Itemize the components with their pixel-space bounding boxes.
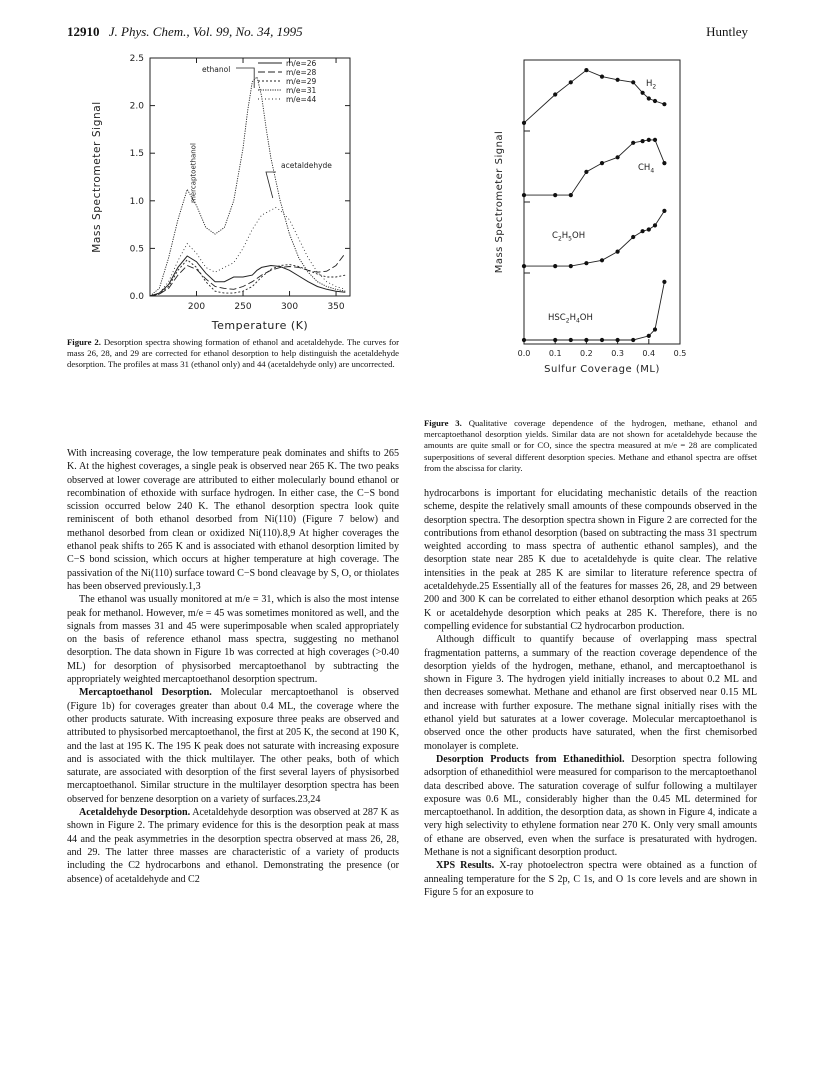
x-axis-label: Temperature (K) — [211, 319, 309, 332]
annotation-ethanol-pointer — [236, 68, 254, 88]
figure-2-caption — [67, 337, 399, 371]
data-point — [569, 193, 573, 197]
series-line-hsc2h4oh — [524, 282, 664, 340]
data-point — [553, 193, 557, 197]
data-point — [616, 250, 620, 254]
data-point — [653, 327, 657, 331]
data-point — [600, 161, 604, 165]
data-point — [662, 102, 666, 106]
running-header-author: Huntley — [706, 24, 748, 39]
paragraph — [67, 686, 399, 806]
y-tick-label: 2.5 — [129, 54, 144, 64]
series-line-m-e-26 — [150, 256, 345, 296]
figure-3-chart — [488, 52, 708, 412]
figure-3-caption-text: Qualitative coverage dependence of the hydrogen, methane, ethanol and mercaptoethanol desorption yields. Similar data are not shown for acetaldehyde because the amounts are quite small or for CO, since the spectra measured at m/e = 28 are complicated superpositions of several different desorption species. Methane and ethanol spectra are offset from the abscissa for clarity. — [424, 418, 758, 473]
x-tick-label: 300 — [280, 302, 299, 312]
figure-3-caption-label: Figure 3. — [424, 418, 462, 428]
panel-label-h2 — [646, 79, 656, 91]
data-point — [569, 80, 573, 84]
series-line-h2 — [524, 70, 664, 123]
panel-label-ch4 — [638, 163, 654, 175]
annotation-ethanol: ethanol — [202, 65, 231, 74]
data-point — [631, 80, 635, 84]
data-point — [584, 338, 588, 342]
data-point — [616, 338, 620, 342]
data-point — [584, 68, 588, 72]
series-line-m-e-44 — [150, 208, 345, 297]
data-point — [641, 139, 645, 143]
data-point — [522, 264, 526, 268]
data-point — [641, 229, 645, 233]
data-point — [600, 338, 604, 342]
section-heading: XPS Results. — [436, 860, 495, 872]
data-point — [584, 261, 588, 265]
data-point — [600, 75, 604, 79]
series-line-m-e-28 — [150, 253, 345, 296]
panel-label-part: H — [569, 313, 576, 323]
panel-label-part: 2 — [652, 83, 657, 91]
y-axis-label: Mass Spectrometer Signal — [91, 101, 103, 253]
series-line-c2h5oh — [524, 211, 664, 266]
figure-2-chart — [86, 48, 386, 333]
panel-label-c2h5oh — [552, 231, 585, 243]
panel-label-part: H — [646, 79, 653, 89]
data-point — [662, 161, 666, 165]
data-point — [653, 99, 657, 103]
panel-label-part: 5 — [568, 235, 572, 243]
annotation-acetaldehyde-pointer — [266, 172, 276, 198]
left-column-text — [67, 447, 399, 886]
y-tick-label: 0.5 — [129, 244, 144, 255]
y-tick-label: 1.0 — [129, 196, 144, 207]
paragraph-text: X-ray photoelectron spectra were obtained as a function of annealing temperature for the S 2p, C 1s, and O 1s core levels and are shown in Figure 5 for an exposure to — [424, 860, 757, 898]
legend-entry: m/e=44 — [286, 95, 317, 104]
panel-label-part: 2 — [557, 235, 562, 243]
x-axis-label: Sulfur Coverage (ML) — [544, 364, 660, 375]
data-point — [641, 91, 645, 95]
paragraph: hydrocarbons is important for elucidating mechanistic details of the reaction scheme, despite the relatively small amounts of these compounds observed in the desorption spectra. The desorption spectra shown in Figure 2 are corrected for the contributions from ethanol desorption (based on subtracting the mass 31 spectrum weighted according to mass spectra of authentic ethanol samples), and the desorption state near 285 K due to acetaldehyde is quite clear. The relative intensities in the peak at 285 K are similar to literature reference spectra of acetaldehyde.25 Essentially all of the features for masses 26, 28, and 29 between 200 and 300 K can be correlated to either ethanol desorption which peaks at 265 K or acetaldehyde desorption which peaks at 285 K. Therefore, there is no compelling evidence for substantial C2 hydrocarbon production. — [424, 488, 757, 632]
data-point — [553, 338, 557, 342]
data-point — [662, 209, 666, 213]
panel-label-part: CH — [638, 163, 651, 173]
y-tick-label: 2.0 — [129, 101, 144, 112]
y-tick-label: 1.5 — [129, 149, 144, 160]
annotation-mercaptoethanol: mercaptoethanol — [189, 143, 198, 203]
paragraph: The ethanol was usually monitored at m/e = 31, which is also the most intense peak for methanol. However, m/e = 45 was sometimes monitored as well, and the signals from masses 31 and 45 were superimposable when scaled appropriately on the basis of reference ethanol mass spectra, suggesting no methanol desorption. The data shown in Figure 1b was corrected at high coverages (>0.40 ML) for desorption of physisorbed mercaptoethanol by subtracting the appropriately weighted mercaptoethanol desorption spectrum. — [67, 594, 399, 686]
figure-3-caption — [424, 418, 757, 474]
x-tick-label: 350 — [327, 302, 345, 312]
figure-2-caption-label: Figure 2. — [67, 337, 101, 347]
x-tick-label: 250 — [234, 302, 252, 312]
paragraph — [67, 806, 399, 886]
data-point — [600, 258, 604, 262]
x-tick-label: 0.2 — [580, 349, 593, 358]
data-point — [647, 227, 651, 231]
panel-label-part: 2 — [565, 317, 570, 325]
section-heading: Mercaptoethanol Desorption. — [79, 687, 212, 699]
paragraph-text: Molecular mercaptoethanol is observed (Figure 1b) for coverages greater than about 0.4 ML, the coverage where the other products saturate. With increasing exposure three peaks are observed and attributed to physisorbed mercaptoethanol, the first at 205 K, the second at 190 K, and the last at 195 K. The 195 K peak does not saturate with increasing exposure and is associated with the thick multilayer. The other peaks, both of which saturate, are associated with desorption of the first several layers of physisorbed mercaptoethanol. Similar structure in the multilayer desorption spectra has been observed for benzene desorption on a variety of surfaces.23,24 — [67, 687, 399, 805]
y-tick-label: 0.0 — [129, 292, 144, 302]
section-heading: Acetaldehyde Desorption. — [79, 807, 191, 819]
y-axis-label: Mass Spectrometer Signal — [494, 130, 505, 274]
paragraph-text: Desorption spectra following adsorption of ethanedithiol were measured for comparison to the mercaptoethanol data described above. The saturation coverage of sulfur following a multilayer exposure was 0.6 ML, considerably higher than the 0.45 ML determined for mercaptoethanol. In addition, the desorption data, as shown in Figure 4, indicate a very high selectivity to ethylene formation near 270 K. Only very small amounts of ethane are observed, even when the surface is presaturated with hydrogen. Methane is not a significant desorption product. — [424, 753, 757, 859]
x-tick-label: 0.4 — [642, 349, 656, 358]
data-point — [569, 264, 573, 268]
x-tick-label: 0.0 — [517, 349, 531, 358]
panel-label-part: OH — [572, 231, 586, 241]
data-point — [631, 338, 635, 342]
page-number: 12910 — [67, 24, 100, 39]
data-point — [553, 264, 557, 268]
panel-label-part: 4 — [575, 317, 580, 325]
paragraph — [424, 753, 757, 859]
x-tick-label: 0.3 — [611, 349, 624, 358]
legend-entry: m/e=29 — [286, 77, 317, 86]
panel-label-part: HSC — [548, 313, 566, 323]
x-tick-label: 0.5 — [673, 349, 687, 358]
legend-entry: m/e=26 — [286, 59, 317, 68]
data-point — [522, 193, 526, 197]
series-line-m-e-31 — [150, 77, 345, 296]
right-column-text — [424, 487, 757, 899]
paragraph: With increasing coverage, the low temperature peak dominates and shifts to 265 K. At the highest coverages, a single peak is observed near 265 K. The two peaks observed at lower coverage are attributed to either molecularly bound ethanol or recombination of ethoxide with surface hydrogen. In either case, the C−S bond scission occurred below 240 K. The ethanol desorption spectra look quite reminiscent of both ethanol desorbed from Ni(110) (Figure 7 below) and methanol desorbed from clean or oxidized Ni(110).8,9 At higher coverages the ethanol peak shifts to 265 K and is associated with ethanol desorption limited by C−S bond scission, which occurs at higher temperature at high coverage. The passivation of the Ni(110) surface toward C−S bond cleavage by S, O, or thiolates has been observed previously.1,3 — [67, 448, 399, 592]
plot-frame — [524, 60, 680, 344]
data-point — [631, 235, 635, 239]
panel-label-part: OH — [579, 313, 593, 323]
data-point — [616, 155, 620, 159]
data-point — [616, 78, 620, 82]
panel-label-part: C — [552, 231, 558, 241]
paragraph — [424, 859, 757, 899]
paragraph-text: Acetaldehyde desorption was observed at 287 K as shown in Figure 2. The primary evidence for this is the desorption peak at mass 44 and the peak asymmetries in the desorption spectra observed at mass 26, 28, and 29. The latter three masses are characteristic of a variety of products including the C2 hydrocarbons and ethanol. Demonstrating the presence (or absence) of acetaldehyde and C2 — [67, 807, 399, 885]
data-point — [647, 96, 651, 100]
data-point — [662, 280, 666, 284]
panel-label-hsc2h4oh — [548, 313, 593, 325]
data-point — [653, 223, 657, 227]
data-point — [584, 170, 588, 174]
data-point — [522, 338, 526, 342]
legend-entry: m/e=31 — [286, 86, 317, 95]
x-tick-label: 200 — [187, 302, 206, 312]
panel-label-part: H — [561, 231, 569, 241]
data-point — [553, 92, 557, 96]
paragraph: Although difficult to quantify because of overlapping mass spectral fragmentation patterns, a summary of the reaction coverage dependence of the desorption yields of the hydrogen, methane, ethanol, and mercaptoethanol is shown in Figure 3. The hydrogen yield initially increases to about 0.2 ML and then decreases somewhat. Methane and ethanol are first observed near 0.15 ML and increase with further exposure. The methane signal initially rises with the ethanol yield but saturates at a lower coverage. Molecular mercaptoethanol is observed once the other products have saturated, when the first chemisorbed monolayer is complete. — [424, 634, 757, 752]
annotation-acetaldehyde: acetaldehyde — [281, 161, 332, 170]
figure-2-caption-text: Desorption spectra showing formation of ethanol and acetaldehyde. The curves for mass 26, 28, and 29 are corrected for ethanol desorption to help distinguish the acetaldehyde desorption. The profiles at mass 31 (ethanol only) and 44 (acetaldehyde only) are uncorrected. — [67, 337, 400, 370]
legend-entry: m/e=28 — [286, 68, 317, 77]
data-point — [647, 334, 651, 338]
data-point — [631, 141, 635, 145]
panel-label-part: 4 — [650, 167, 655, 175]
x-tick-label: 0.1 — [548, 349, 562, 358]
running-header-left — [67, 24, 303, 40]
journal-citation: J. Phys. Chem., Vol. 99, No. 34, 1995 — [108, 24, 303, 39]
data-point — [522, 121, 526, 125]
section-heading: Desorption Products from Ethanedithiol. — [436, 753, 625, 765]
data-point — [647, 138, 651, 142]
data-point — [653, 138, 657, 142]
data-point — [569, 338, 573, 342]
